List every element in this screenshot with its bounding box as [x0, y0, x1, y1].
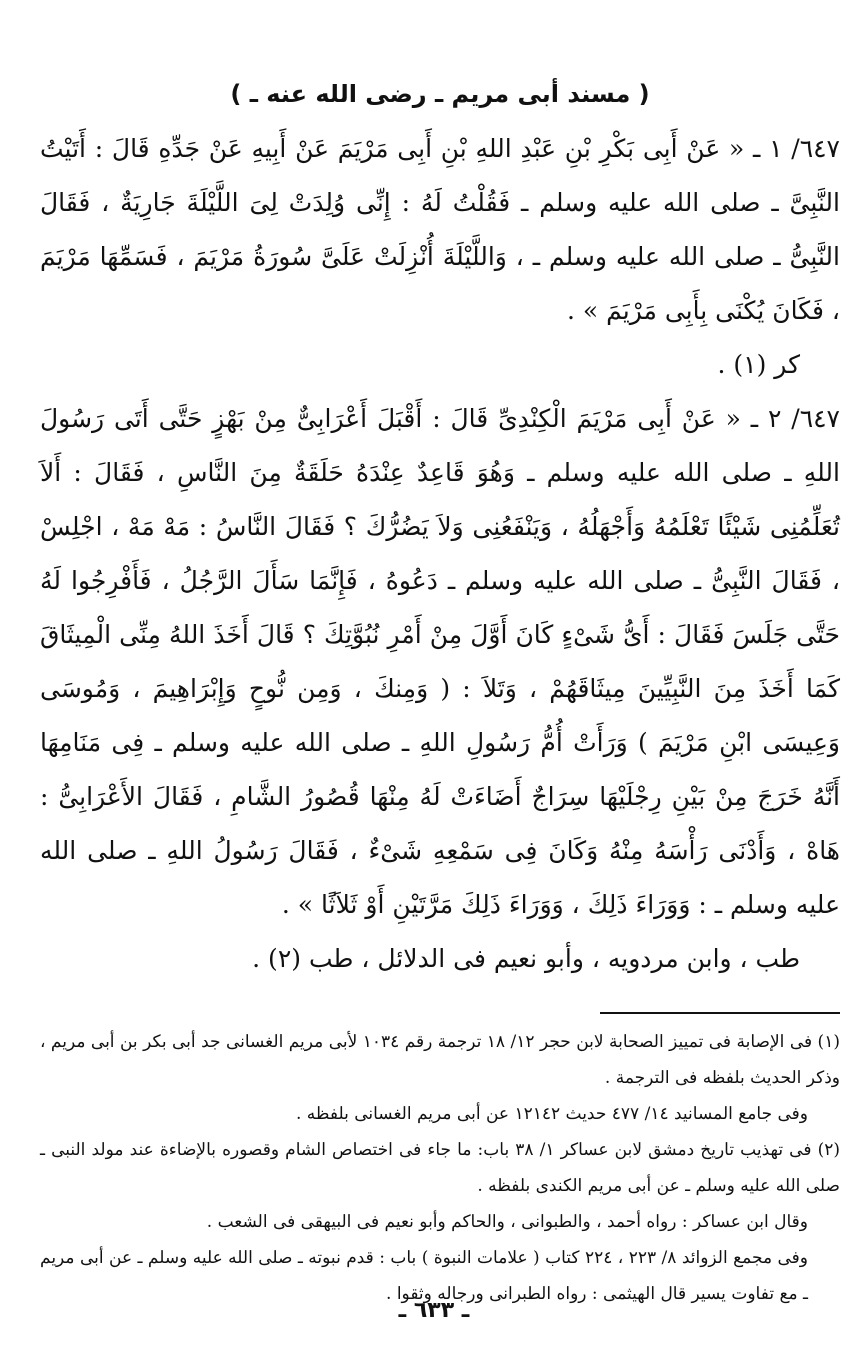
hadith-2: ٦٤٧/ ٢ ـ « عَنْ أَبِى مَرْيَمَ الْكِنْدِىِّ قَالَ : أَقْبَلَ أَعْرَابِىٌّ مِنْ بَهْزٍ حَتَّى أَتَى رَسُولَ اللهِ ـ صلى الله عليه وسلم ـ وَهُوَ قَاعِدٌ عِنْدَهُ حَلَقَةٌ مِنَ النَّاسِ ، فَقَالَ : أَلاَ تُعَلِّمُنِى شَيْئًا تَعْلَمُهُ وَأَجْهَلُهُ ، وَيَنْفَعُنِى وَلاَ يَضُرُّكَ ؟ فَقَالَ النَّاسُ : مَهْ مَهْ ، اجْلِسْ ، فَقَالَ النَّبِىُّ ـ صلى الله عليه وسلم ـ دَعُوهُ ، فَإِنَّمَا سَأَلَ الرَّجُلُ ، فَأَفْرِجُوا لَهُ حَتَّى جَلَسَ فَقَالَ : أَىُّ شَىْءٍ كَانَ أَوَّلَ مِنْ أَمْرِ نُبُوَّتِكَ ؟ قَالَ أَخَذَ اللهُ مِنِّى الْمِيثَاقَ كَمَا أَخَذَ مِنَ النَّبِيِّينَ مِيثَاقَهُمْ ، وَتَلاَ : ( وَمِنكَ ، وَمِن نُّوحٍ وَإِبْرَاهِيمَ ، وَمُوسَى وَعِيسَى ابْنِ مَرْيَمَ ) وَرَأَتْ أُمُّ رَسُولِ اللهِ ـ صلى الله عليه وسلم ـ فِى مَنَامِهَا أَنَّهُ خَرَجَ مِنْ بَيْنِ رِجْلَيْهَا سِرَاجٌ أَضَاءَتْ لَهُ مِنْهَا قُصُورُ الشَّامِ ، فَقَالَ الأَعْرَابِىُّ : هَاهْ ، وَأَدْنَى رَأْسَهُ مِنْهُ وَكَانَ فِى سَمْعِهِ شَىْءٌ ، فَقَالَ رَسُولُ اللهِ ـ صلى الله عليه وسلم ـ : وَوَرَاءَ ذَلِكَ ، وَوَرَاءَ ذَلِكَ مَرَّتَيْنِ أَوْ ثَلاَثًا » . — [40, 404, 840, 919]
footnote-2-continuation-b: وفى مجمع الزوائد ٨/ ٢٢٣ ، ٢٢٤ كتاب ( علامات النبوة ) باب : قدم نبوته ـ صلى الله عليه وسلم ـ عن أبى مريم ـ مع تفاوت يسير قال الهيثمى : رواه الطبرانى ورجاله وثقوا . — [40, 1248, 808, 1304]
footnote-2: (٢) فى تهذيب تاريخ دمشق لابن عساكر ١/ ٣٨ باب: ما جاء فى اختصاص الشام وقصوره بالإضاءة عند مولد النبى ـ صلى الله عليه وسلم ـ عن أبى مريم الكندى بلفظه . — [40, 1140, 840, 1196]
footnote-2-continuation-a: وقال ابن عساكر : رواه أحمد ، والطبوانى ، والحاكم وأبو نعيم فى البيهقى فى الشعب . — [206, 1212, 808, 1232]
footnote-divider — [600, 1012, 840, 1014]
section-title: ( مسند أبى مريم ـ رضى الله عنه ـ ) — [230, 80, 650, 108]
hadith-1: ٦٤٧/ ١ ـ « عَنْ أَبِى بَكْرِ بْنِ عَبْدِ اللهِ بْنِ أَبِى مَرْيَمَ عَنْ أَبِيهِ عَنْ جَدِّهِ قَالَ : أَتَيْتُ النَّبِىَّ ـ صلى الله عليه وسلم ـ فَقُلْتُ لَهُ : إِنِّى وُلِدَتْ لِىَ اللَّيْلَةَ جَارِيَةٌ ، فَقَالَ النَّبِىُّ ـ صلى الله عليه وسلم ـ ، وَاللَّيْلَةَ أُنْزِلَتْ عَلَىَّ سُورَةُ مَرْيَمَ ، فَسَمِّهَا مَرْيَمَ ، فَكَانَ يُكْنَى بِأَبِى مَرْيَمَ » . — [40, 134, 840, 325]
footnote-1-continuation: وفى جامع المسانيد ١٤/ ٤٧٧ حديث ١٢١٤٢ عن أبى مريم الغسانى بلفظه . — [296, 1104, 808, 1124]
page-number: ـ ٦٣٣ ـ — [398, 1298, 470, 1323]
hadith-2-source: طب ، وابن مردويه ، وأبو نعيم فى الدلائل ، طب (٢) . — [252, 944, 800, 973]
hadith-1-source: كر (١) . — [717, 350, 800, 379]
page-body — [40, 80, 840, 1312]
footnote-1: (١) فى الإصابة فى تمييز الصحابة لابن حجر ١٢/ ١٨ ترجمة رقم ١٠٣٤ لأبى مريم الغسانى جد أبى بكر بن أبى مريم ، وذكر الحديث بلفظه فى الترجمة . — [40, 1032, 840, 1088]
